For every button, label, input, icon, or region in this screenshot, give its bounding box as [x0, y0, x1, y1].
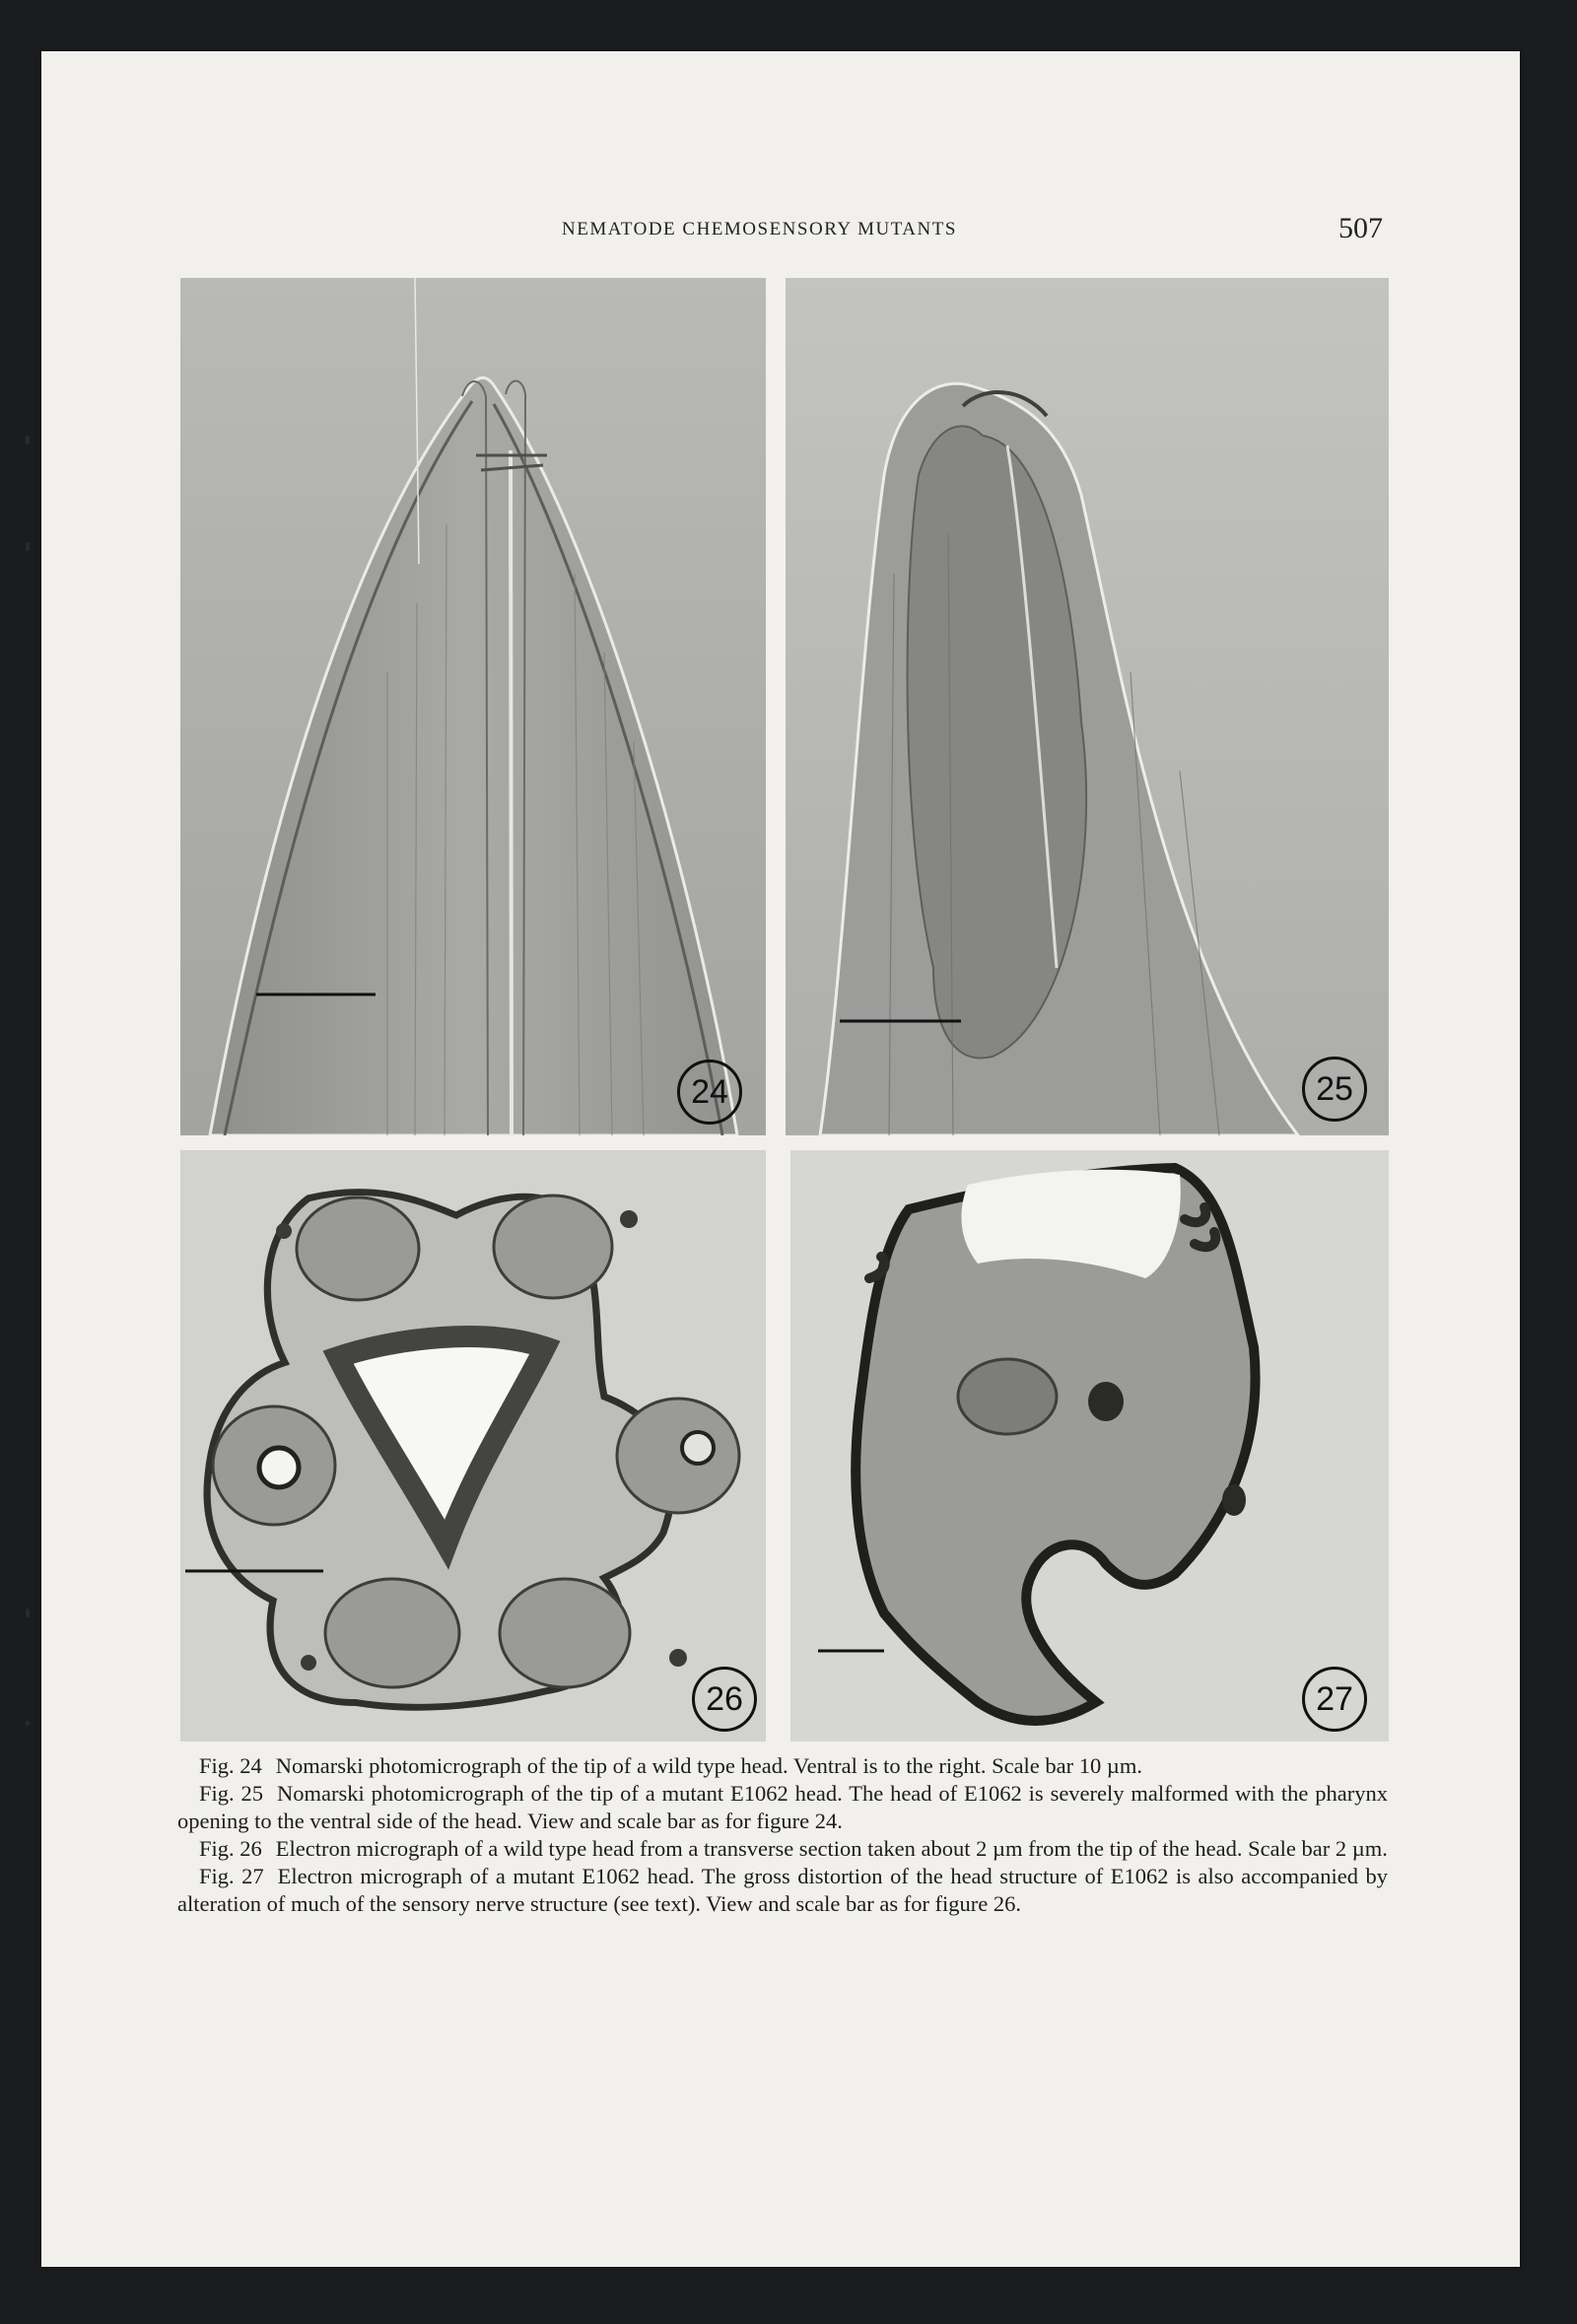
- figure-captions: [177, 1752, 1388, 1918]
- caption-text: Electron micrograph of a wild type head from a transverse section taken about 2 µm from the tip of the head. Scale bar 2 µm.: [275, 1836, 1388, 1861]
- running-head: NEMATODE CHEMOSENSORY MUTANTS: [562, 219, 957, 239]
- caption-text: Nomarski photomicrograph of the tip of a mutant E1062 head. The head of E1062 is severely malformed with the pharynx opening to the ventral side of the head. View and scale bar as for figure 24.: [177, 1781, 1388, 1833]
- page-edge-mark: [26, 1721, 30, 1726]
- figure-27-micrograph: [790, 1150, 1389, 1742]
- caption-label: Fig. 25: [199, 1781, 264, 1806]
- figure-25-micrograph: [786, 278, 1389, 1135]
- page-number: 507: [1338, 212, 1383, 244]
- page-edge-mark: [26, 1608, 30, 1617]
- page-edge-mark: [26, 542, 30, 551]
- caption-fig-26: [177, 1835, 1388, 1863]
- figure-25-badge: 25: [1302, 1057, 1367, 1122]
- caption-label: Fig. 24: [199, 1753, 262, 1778]
- figure-26-badge: 26: [692, 1667, 757, 1732]
- caption-text: Nomarski photomicrograph of the tip of a wild type head. Ventral is to the right. Scale bar 10 µm.: [275, 1753, 1142, 1778]
- caption-text: Electron micrograph of a mutant E1062 head. The gross distortion of the head structure of E1062 is also accompanied by alteration of much of the sensory nerve structure (see text). View and scale bar as for figure 26.: [177, 1864, 1388, 1916]
- caption-fig-27: [177, 1863, 1388, 1918]
- figure-24-badge: 24: [677, 1059, 742, 1125]
- figure-26-micrograph: [180, 1150, 766, 1742]
- page-edge-mark: [26, 436, 30, 444]
- caption-fig-24: [177, 1752, 1388, 1780]
- caption-label: Fig. 26: [199, 1836, 262, 1861]
- caption-label: Fig. 27: [199, 1864, 264, 1888]
- caption-fig-25: [177, 1780, 1388, 1835]
- figure-24-micrograph: [180, 278, 766, 1135]
- figure-27-badge: 27: [1302, 1667, 1367, 1732]
